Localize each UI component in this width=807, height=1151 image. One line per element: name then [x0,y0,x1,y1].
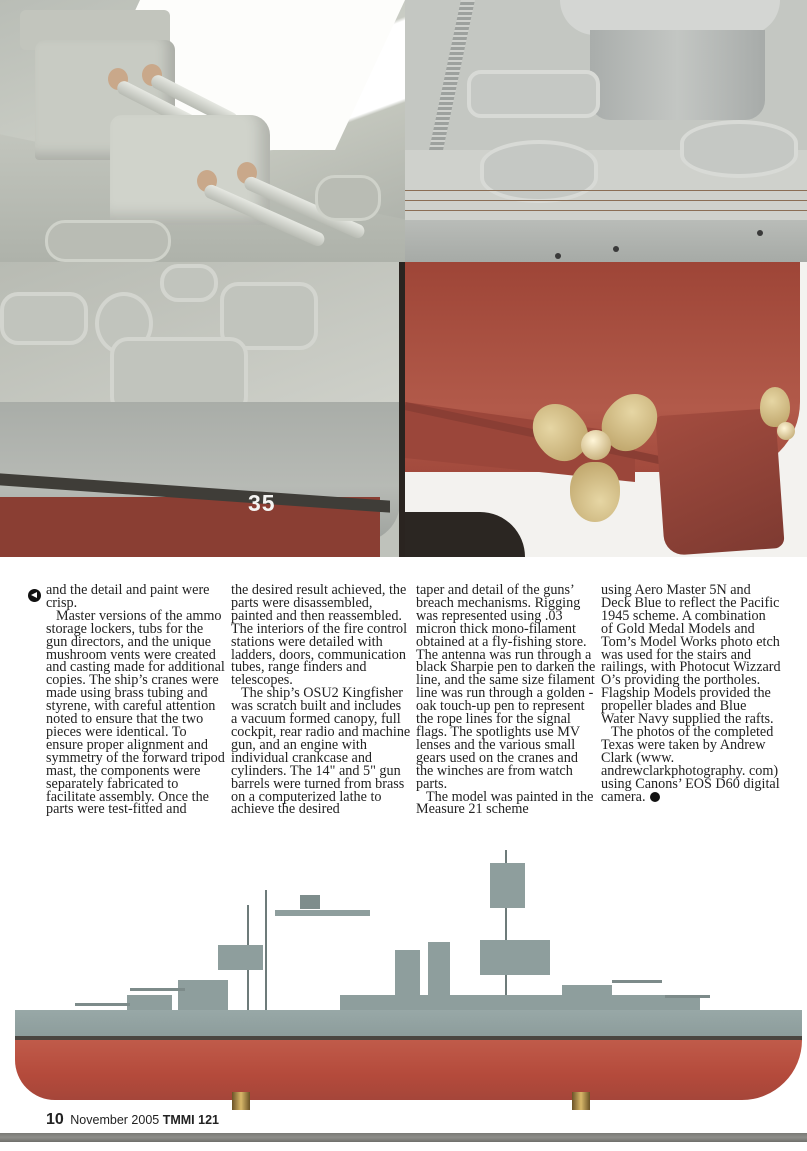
catapult [275,910,370,916]
propeller-blade [760,387,790,427]
end-of-article-icon [650,792,660,802]
text-column-1 [46,584,226,816]
page-number: 10 [46,1111,64,1128]
kingfisher-plane [300,895,320,909]
porthole [555,253,561,259]
display-stand [232,1092,250,1110]
forward-director [490,863,525,908]
hull-number: 35 [248,490,276,516]
barbette [590,30,765,120]
page-footer [46,1111,219,1129]
magazine-issue: TMMI 121 [162,1113,219,1127]
railing [405,200,807,201]
text-column-4 [601,584,781,803]
gun-tub [160,264,218,302]
paragraph [601,723,781,805]
gun-barrel [665,995,710,998]
antenna-mast [265,890,267,1010]
display-stand [572,1092,590,1110]
closing-text: The photos of the completed Texas were taken by Andrew Clark (www. andrewclarkphotography. com) using Canons’ EOS D60 digital camera. [601,723,780,805]
railing [405,210,807,211]
photo-propeller [405,262,807,557]
propeller-hub [777,422,795,440]
gun-barrel [612,980,662,983]
photo-gun-turrets [0,0,405,262]
bridge [480,940,550,975]
paragraph: The model was painted in the Measure 21 scheme [416,788,594,818]
porthole [613,246,619,252]
rudder [655,408,784,556]
gun-tub [45,220,171,262]
gun-barrel [130,988,185,991]
paragraph: taper and detail of the guns’ breach mechanisms. Rigging was represented using .03 micron thick mono-filament obtained at a fly-fishing store. The antenna was run through a black Sharpie pen to darken the line, and the same size filament line was run through a golden - oak touch-up pen to represent the rope lines for the signal flags. The spotlights use MV lenses and the various small gears used on the cranes and the winches are from watch parts. [416,582,596,792]
railing [405,190,807,191]
gun-tub [467,70,600,118]
paragraph: and the detail and paint were crisp. [46,582,210,611]
paragraph: using Aero Master 5N and Deck Blue to reflect the Pacific 1945 scheme. A combination of Gold Medal Models and Tom’s Model Works photo etch was used for the stairs and railings, with Photocut Wizzard O’s providing the portholes. Flagship Models provided the propeller blades and Blue Water Navy supplied the rafts. [601,582,781,728]
porthole [757,230,763,236]
text-column-2 [231,584,411,816]
photo-bow [0,262,405,557]
propeller-hub [581,430,611,460]
paragraph: the desired result achieved, the parts were disassembled, painted and then reassembled. The interiors of the fire control stations were detailed with ladders, doors, communication tubes, range finders and telescopes. [231,582,408,689]
text-column-3 [416,584,596,816]
hull-grey [15,1010,802,1038]
issue-date: November 2005 [70,1113,160,1127]
photo-aa-guns [405,0,807,262]
propeller-blade [570,462,620,522]
gun-tub [315,175,381,221]
gun-tub [0,292,88,345]
paragraph: The ship’s OSU2 Kingfisher was scratch built and includes a vacuum formed canopy, full cockpit, rear radio and machine gun, and an engine with individual crankcase and cylinders. The 14" and 5" gun barrels were turned from brass on a computerized lathe to achieve the desired [231,685,411,818]
aft-turret [178,980,228,1010]
gun-tub [480,140,598,203]
hull-side [405,220,807,262]
shadow [405,512,525,557]
gun-tub [680,120,798,178]
photo-ship-profile [0,845,807,1110]
gun-barrel [75,1003,130,1006]
hull-red [15,1040,802,1100]
continued-arrow-icon [28,589,41,602]
bottom-rule [0,1133,807,1142]
paragraph: Master versions of the ammo storage lockers, tubs for the gun directors, and the unique mushroom vents were created and casting made for additional copies. The ship’s cranes were made using brass tubing and styrene, with careful attention noted to ensure that the two pieces were identical. To ensure proper alignment and symmetry of the forward tripod mast, the components were separately fabricated to facilitate assembly. Once the parts were test-fitted and [46,607,225,818]
ladder [429,0,475,150]
aft-director [218,945,263,970]
